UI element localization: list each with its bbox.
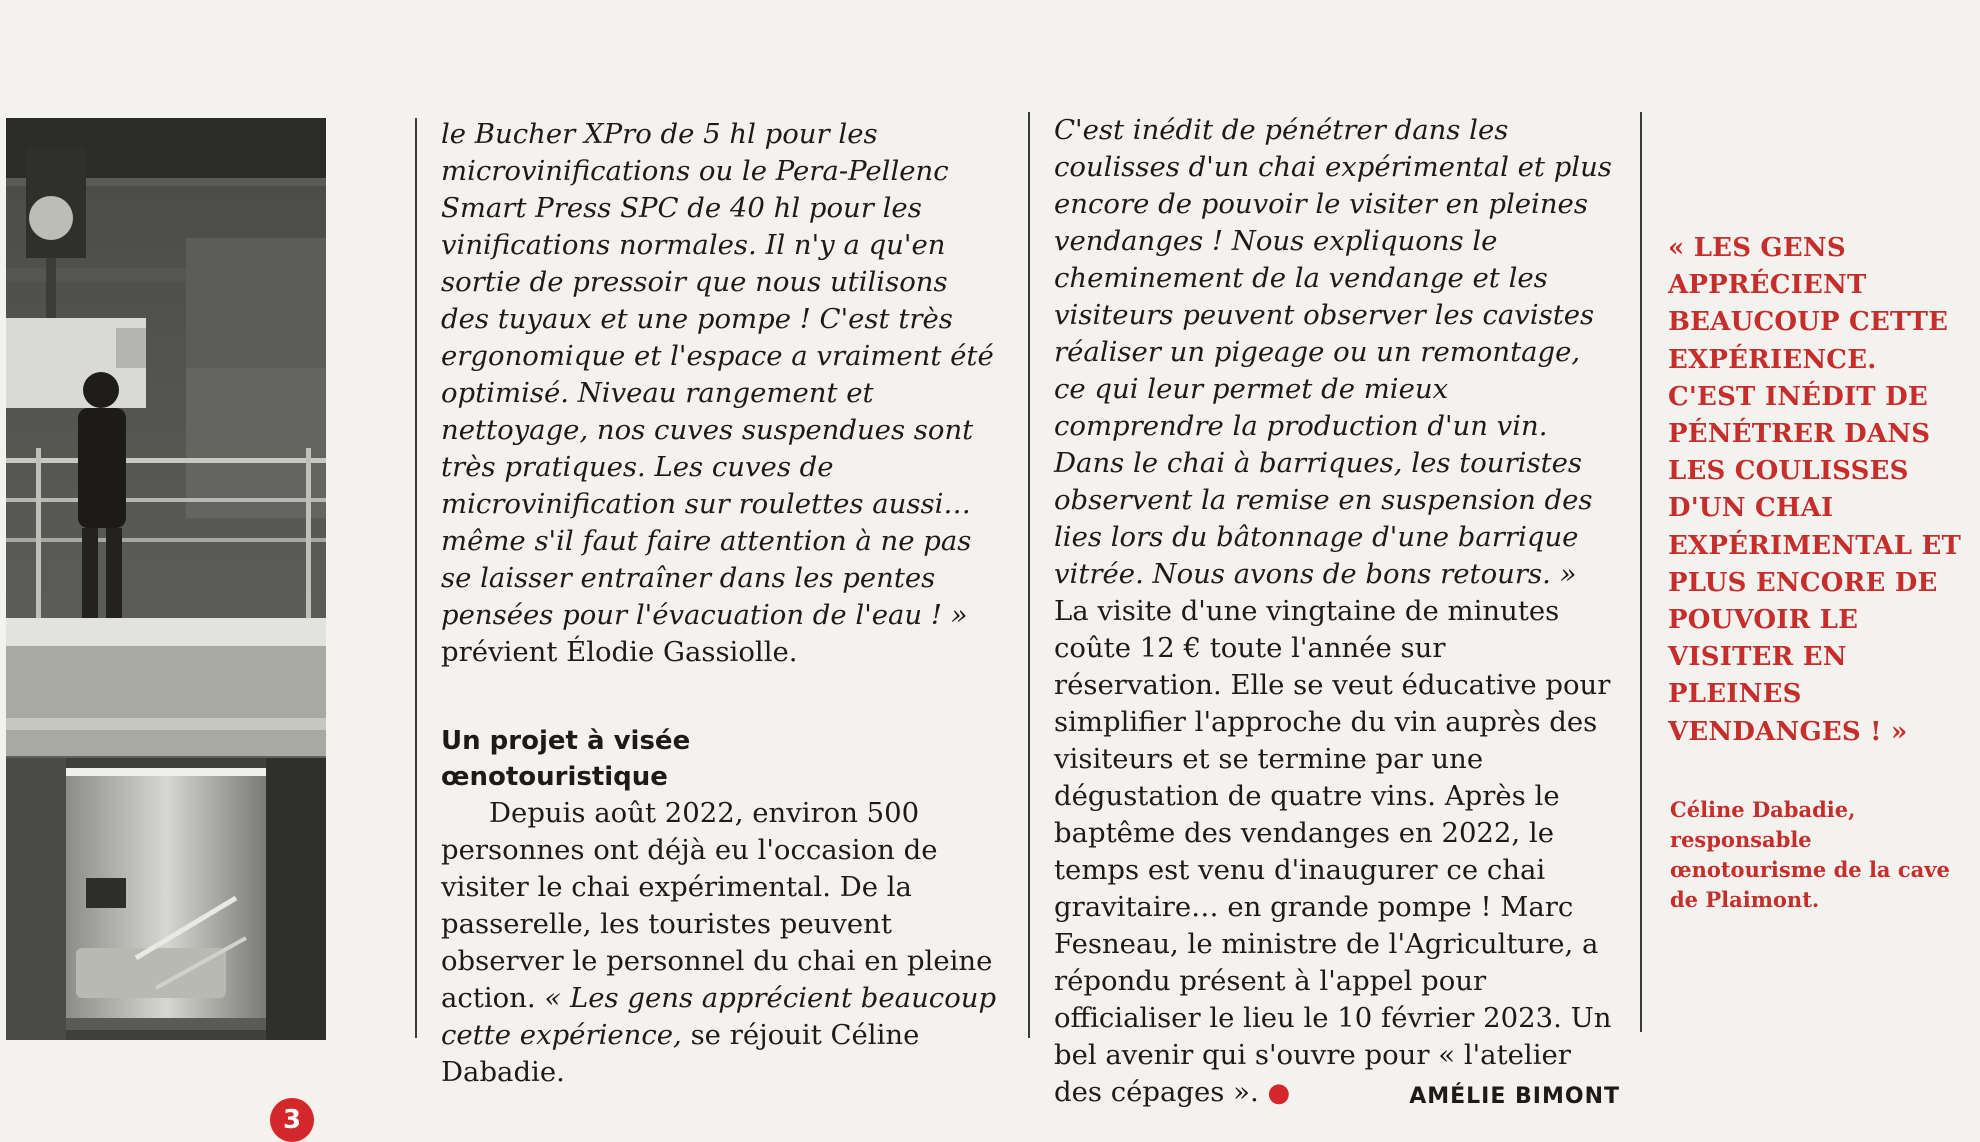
inline-quote: « Les gens apprécient beaucoup cette expérience, bbox=[441, 982, 997, 1051]
winery-interior-image bbox=[6, 118, 326, 1040]
photo-number-badge: 3 bbox=[270, 1098, 314, 1142]
body-paragraph bbox=[441, 795, 1001, 1091]
attribution-text: prévient Élodie Gassiolle. bbox=[441, 636, 798, 668]
column-divider bbox=[1640, 112, 1642, 1032]
article-column-1 bbox=[441, 116, 1001, 1091]
quote-paragraph: le Bucher XPro de 5 hl pour les microvinifications ou le Pera-Pellenc Smart Press SPC de 40 hl pour les vinifications normales. Il n'y a qu'en sortie de pressoir que nous utilisons des tuyaux et une pompe ! C'est très ergonomique et l'espace a vraiment été optimisé. Niveau rangement et nettoyage, nos cuves suspendues sont très pratiques. Les cuves de microvinification sur roulettes aussi… même s'il faut faire attention à ne pas se laisser entraîner dans les pentes pensées pour l'évacuation de l'eau ! » bbox=[441, 118, 994, 631]
pull-quote: « LES GENS APPRÉCIENT BEAUCOUP CETTE EXPÉRIENCE. C'EST INÉDIT DE PÉNÉTRER DANS LES COULISSES D'UN CHAI EXPÉRIMENTAL ET PLUS ENCORE DE POUVOIR LE VISITER EN PLEINES VENDANGES ! » bbox=[1668, 233, 1962, 747]
article-photo bbox=[6, 118, 326, 1135]
article-column-2 bbox=[1054, 112, 1620, 1115]
section-heading: Un projet à visée œnotouristique bbox=[441, 726, 691, 792]
body-text: Depuis août 2022, environ 500 personnes ont déjà eu l'occasion de visiter le chai expérimental. De la passerelle, les touristes peuvent observer le personnel du chai en pleine action. bbox=[441, 797, 993, 1014]
inline-attribution: se réjouit Céline Dabadie. bbox=[441, 1019, 920, 1088]
body-text: La visite d'une vingtaine de minutes coûte 12 € toute l'année sur réservation. Elle se veut éducative pour simplifier l'approche du vin auprès des visiteurs et se termine par une dégustation de quatre vins. Après le baptême des vendanges en 2022, le temps est venu d'inaugurer ce chai gravitaire… en grande pompe ! Marc Fesneau, le ministre de l'Agriculture, a répondu présent à l'appel pour officialiser le lieu le 10 février 2023. Un bel avenir qui s'ouvre pour « l'atelier des cépages ». bbox=[1054, 595, 1612, 1108]
quote-paragraph: C'est inédit de pénétrer dans les coulisses d'un chai expérimental et plus encore de pouvoir le visiter en pleines vendanges ! Nous expliquons le cheminement de la vendange et les visiteurs peuvent observer les cavistes réaliser un pigeage ou un remontage, ce qui leur permet de mieux comprendre la production d'un vin. Dans le chai à barriques, les touristes observent la remise en suspension des lies lors du bâtonnage d'une barrique vitrée. Nous avons de bons retours. » bbox=[1054, 114, 1612, 590]
pull-quote-credit: Céline Dabadie, responsable œnotourisme de la cave de Plaimont. bbox=[1670, 797, 1950, 912]
column-divider bbox=[415, 118, 417, 1038]
end-mark: ● bbox=[1267, 1078, 1291, 1108]
body-paragraph bbox=[1054, 593, 1620, 1112]
author-signature: AMÉLIE BIMONT bbox=[1409, 1084, 1620, 1109]
column-divider bbox=[1028, 112, 1030, 1038]
